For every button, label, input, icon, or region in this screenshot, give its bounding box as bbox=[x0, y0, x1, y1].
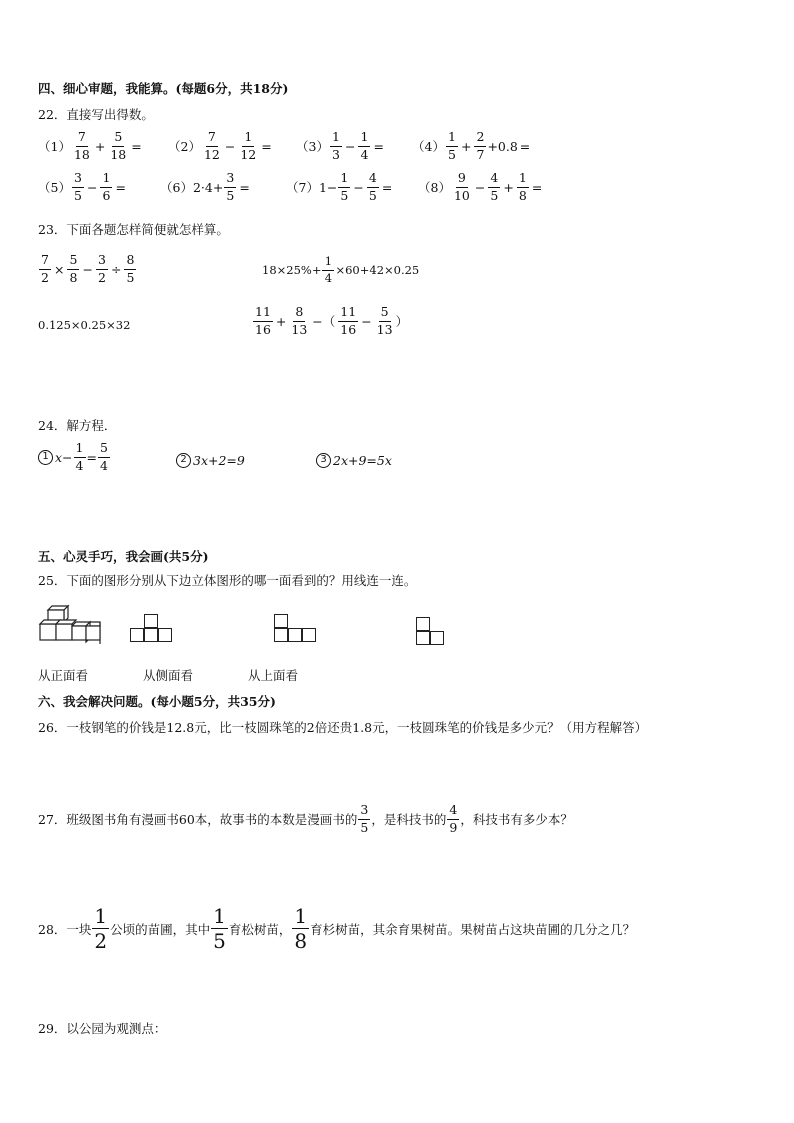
q27-text: 27．班级图书角有漫画书60本，故事书的本数是漫画书的 $\frac{3}{5}$ ，是科技书的 $\frac{4}{9}$ ，科技书有多少本？ bbox=[38, 802, 573, 835]
q22-item-4: （4） $\frac{1}{5}$ + $\frac{2}{7}$ +0.8 = bbox=[412, 129, 531, 162]
q23-expr-4: $\frac{11}{16}$ + $\frac{8}{13}$ −（ $\frac{11}{16}$ − $\frac{5}{13}$ ） bbox=[255, 304, 409, 337]
q24-label: 24．解方程． bbox=[38, 418, 117, 433]
q23-expr-1: $\frac{7}{2}$ × $\frac{5}{8}$ − $\frac{3}{2}$ ÷ $\frac{8}{5}$ bbox=[38, 254, 137, 284]
q25-label: 25．下面的图形分别从下边立体图形的哪一面看到的？用线连一连。 bbox=[38, 573, 417, 588]
section5-title: 五、心灵手巧，我会画(共5分) bbox=[38, 549, 209, 564]
section4-title: 四、细心审题，我能算。(每题6分，共18分) bbox=[38, 81, 289, 96]
q22-item-6: （6） 2·4+ $\frac{3}{5}$ = bbox=[160, 170, 250, 203]
q23-expr-2: 18×25%+ $\frac{1}{4}$ ×60+42×0.25 bbox=[262, 254, 420, 285]
caption-side-view: 从侧面看 bbox=[143, 668, 194, 683]
q24-equation-1: 1 x− $\frac{1}{4}$ = $\frac{5}{4}$ bbox=[38, 442, 111, 472]
q22-item-1: （1） $\frac{7}{18}$ + $\frac{5}{18}$ = bbox=[38, 129, 142, 162]
caption-top-view: 从上面看 bbox=[248, 668, 299, 683]
caption-front-view: 从正面看 bbox=[38, 668, 89, 683]
q24-equation-2: 2 3x+2=9 bbox=[176, 453, 245, 468]
q22-label: 22．直接写出得数。 bbox=[38, 107, 154, 122]
q23-label: 23．下面各题怎样简便就怎样算。 bbox=[38, 222, 229, 237]
section6-title: 六、我会解决问题。(每小题5分，共35分) bbox=[38, 694, 276, 709]
q23-expr-3: 0.125×0.25×32 bbox=[38, 318, 131, 332]
q26-text: 26．一枝钢笔的价钱是12.8元，比一枝圆珠笔的2倍还贵1.8元，一枝圆珠笔的价钱是多少元？（用方程解答） bbox=[38, 720, 648, 735]
q24-equation-3: 3 2x+9=5x bbox=[316, 453, 392, 468]
solid-figure bbox=[38, 604, 102, 650]
q22-item-3: （3） $\frac{1}{3}$ − $\frac{1}{4}$ = bbox=[296, 129, 384, 162]
q22-item-5: （5） $\frac{3}{5}$ − $\frac{1}{6}$ = bbox=[38, 170, 126, 203]
q22-item-2: （2） $\frac{7}{12}$ − $\frac{1}{12}$ = bbox=[168, 129, 272, 162]
q22-item-7: （7） 1− $\frac{1}{5}$ − $\frac{4}{5}$ = bbox=[286, 170, 393, 203]
q22-item-8: （8） $\frac{9}{10}$ − $\frac{4}{5}$ + $\frac{1}{8}$ = bbox=[418, 170, 543, 203]
q29-text: 29．以公园为观测点： bbox=[38, 1021, 167, 1036]
q28-text: 28．一块 $\frac{1}{2}$ 公顷的苗圃，其中 $\frac{1}{5}$ 育松树苗， $\frac{1}{8}$ 育杉树苗，其余育果树苗。果树苗占这块苗圃的几分之几？ bbox=[38, 904, 636, 953]
